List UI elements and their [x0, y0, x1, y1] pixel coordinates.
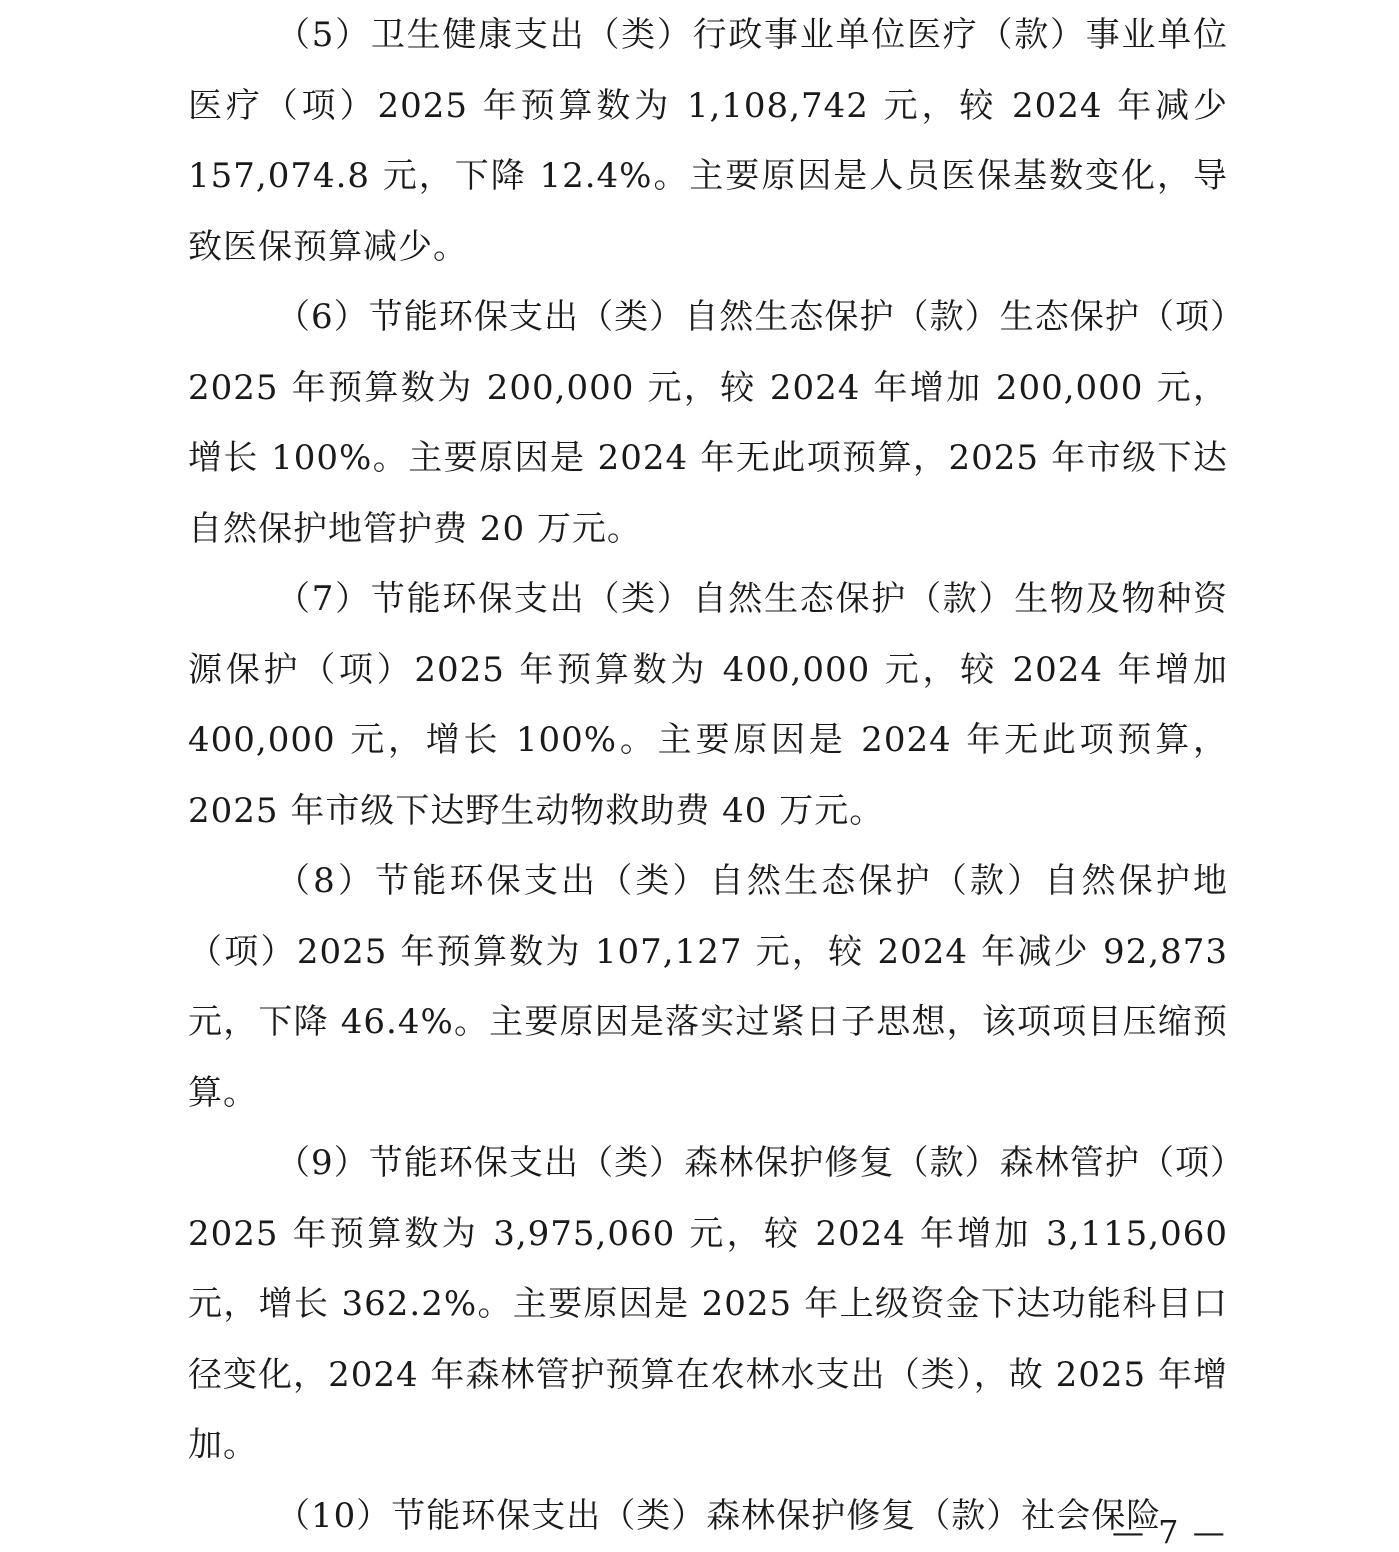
- paragraph-5: （5）卫生健康支出（类）行政事业单位医疗（款）事业单位医疗（项）2025 年预算数为 1,108,742 元，较 2024 年减少 157,074.8 元，下降 12.4%。主要原因是人员医保基数变化，导致医保预算减少。: [188, 15, 1228, 267]
- paragraph-8: （8）节能环保支出（类）自然生态保护（款）自然保护地（项）2025 年预算数为 107,127 元，较 2024 年减少 92,873 元，下降 46.4%。主要原因是落实过紧日子思想，该项项目压缩预算。: [188, 861, 1228, 1113]
- document-body: [188, 0, 1228, 1551]
- page-number: — 7 —: [1112, 1513, 1227, 1551]
- paragraph-7: （7）节能环保支出（类）自然生态保护（款）生物及物种资源保护（项）2025 年预算数为 400,000 元，较 2024 年增加 400,000 元，增长 100%。主要原因是 2024 年无此项预算，2025 年市级下达野生动物救助费 40 万元。: [188, 579, 1228, 831]
- paragraph-10: （10）节能环保支出（类）森林保护修复（款）社会保险: [276, 1495, 1162, 1536]
- paragraph-6: （6）节能环保支出（类）自然生态保护（款）生态保护（项）2025 年预算数为 200,000 元，较 2024 年增加 200,000 元，增长 100%。主要原因是 2024 年无此项预算，2025 年市级下达自然保护地管护费 20 万元。: [188, 297, 1228, 549]
- paragraph-9: （9）节能环保支出（类）森林保护修复（款）森林管护（项）2025 年预算数为 3,975,060 元，较 2024 年增加 3,115,060 元，增长 362.2%。主要原因是 2025 年上级资金下达功能科目口径变化，2024 年森林管护预算在农林水支出（类），故 2025 年增加。: [188, 1143, 1228, 1465]
